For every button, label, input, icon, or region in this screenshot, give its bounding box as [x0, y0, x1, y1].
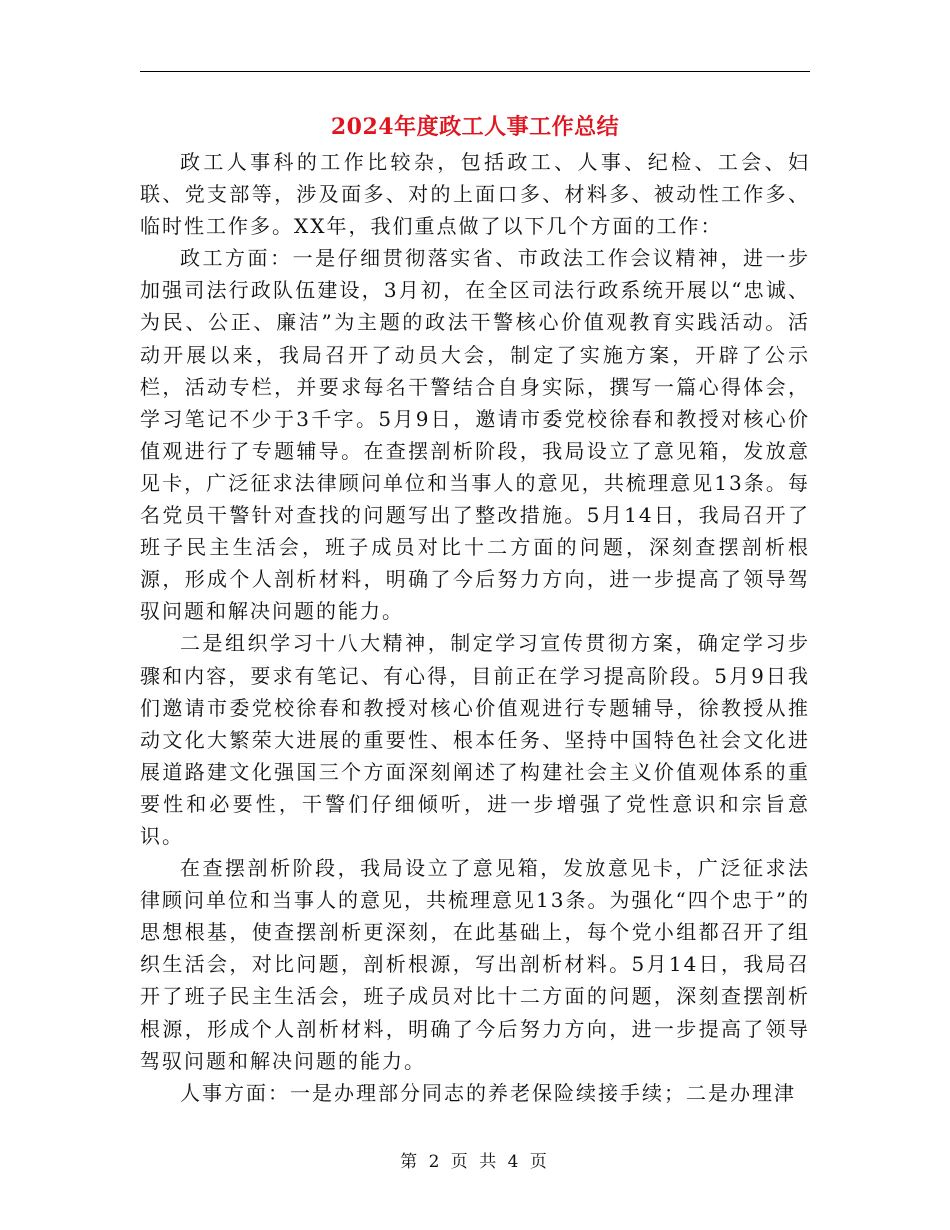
document-title: 2024年度政工人事工作总结 [330, 114, 620, 140]
header-rule [140, 71, 810, 72]
document-body [140, 146, 810, 1109]
paragraph-personnel: 人事方面：一是办理部分同志的养老保险续接手续；二是办理津 [180, 1080, 796, 1105]
page-number-footer: 第 2 页 共 4 页 [400, 1152, 550, 1172]
paragraph-political-work: 政工方面：一是仔细贯彻落实省、市政法工作会议精神，进一步加强司法行政队伍建设，3月初，在全区司法行政系统开展以“忠诚、为民、公正、廉洁”为主题的政法干警核心价值观教育实践活动。活动开展以来，我局召开了动员大会，制定了实施方案，开辟了公示栏，活动专栏，并要求每名干警结合自身实际，撰写一篇心得体会，学习笔记不少于3千字。5月9日，邀请市委党校徐春和教授对核心价值观进行了专题辅导。在查摆剖析阶段，我局设立了意见箱，发放意见卡，广泛征求法律顾问单位和当事人的意见，共梳理意见13条。每名党员干警针对查找的问题写出了整改措施。5月14日，我局召开了班子民主生活会，班子成员对比十二方面的问题，深刻查摆剖析根源，形成个人剖析材料，明确了今后努力方向，进一步提高了领导驾驭问题和解决问题的能力。 [140, 246, 810, 624]
paragraph-study-congress: 二是组织学习十八大精神，制定学习宣传贯彻方案，确定学习步骤和内容，要求有笔记、有心得，目前正在学习提高阶段。5月9日我们邀请市委党校徐春和教授对核心价值观进行专题辅导，徐教授从推动文化大繁荣大进展的重要性、根本任务、坚持中国特色社会文化进展道路建文化强国三个方面深刻阐述了构建社会主义价值观体系的重要性和必要性，干警们仔细倾听，进一步增强了党性意识和宗旨意识。 [140, 631, 810, 848]
paragraph-intro: 政工人事科的工作比较杂，包括政工、人事、纪检、工会、妇联、党支部等，涉及面多、对的上面口多、材料多、被动性工作多、临时性工作多。XX年，我们重点做了以下几个方面的工作： [140, 150, 810, 239]
paragraph-self-examination: 在查摆剖析阶段，我局设立了意见箱，发放意见卡，广泛征求法律顾问单位和当事人的意见，共梳理意见13条。为强化“四个忠于”的思想根基，使查摆剖析更深刻，在此基础上，每个党小组都召开了组织生活会，对比问题，剖析根源，写出剖析材料。5月14日，我局召开了班子民主生活会，班子成员对比十二方面的问题，深刻查摆剖析根源，形成个人剖析材料，明确了今后努力方向，进一步提高了领导驾驭问题和解决问题的能力。 [140, 856, 810, 1073]
